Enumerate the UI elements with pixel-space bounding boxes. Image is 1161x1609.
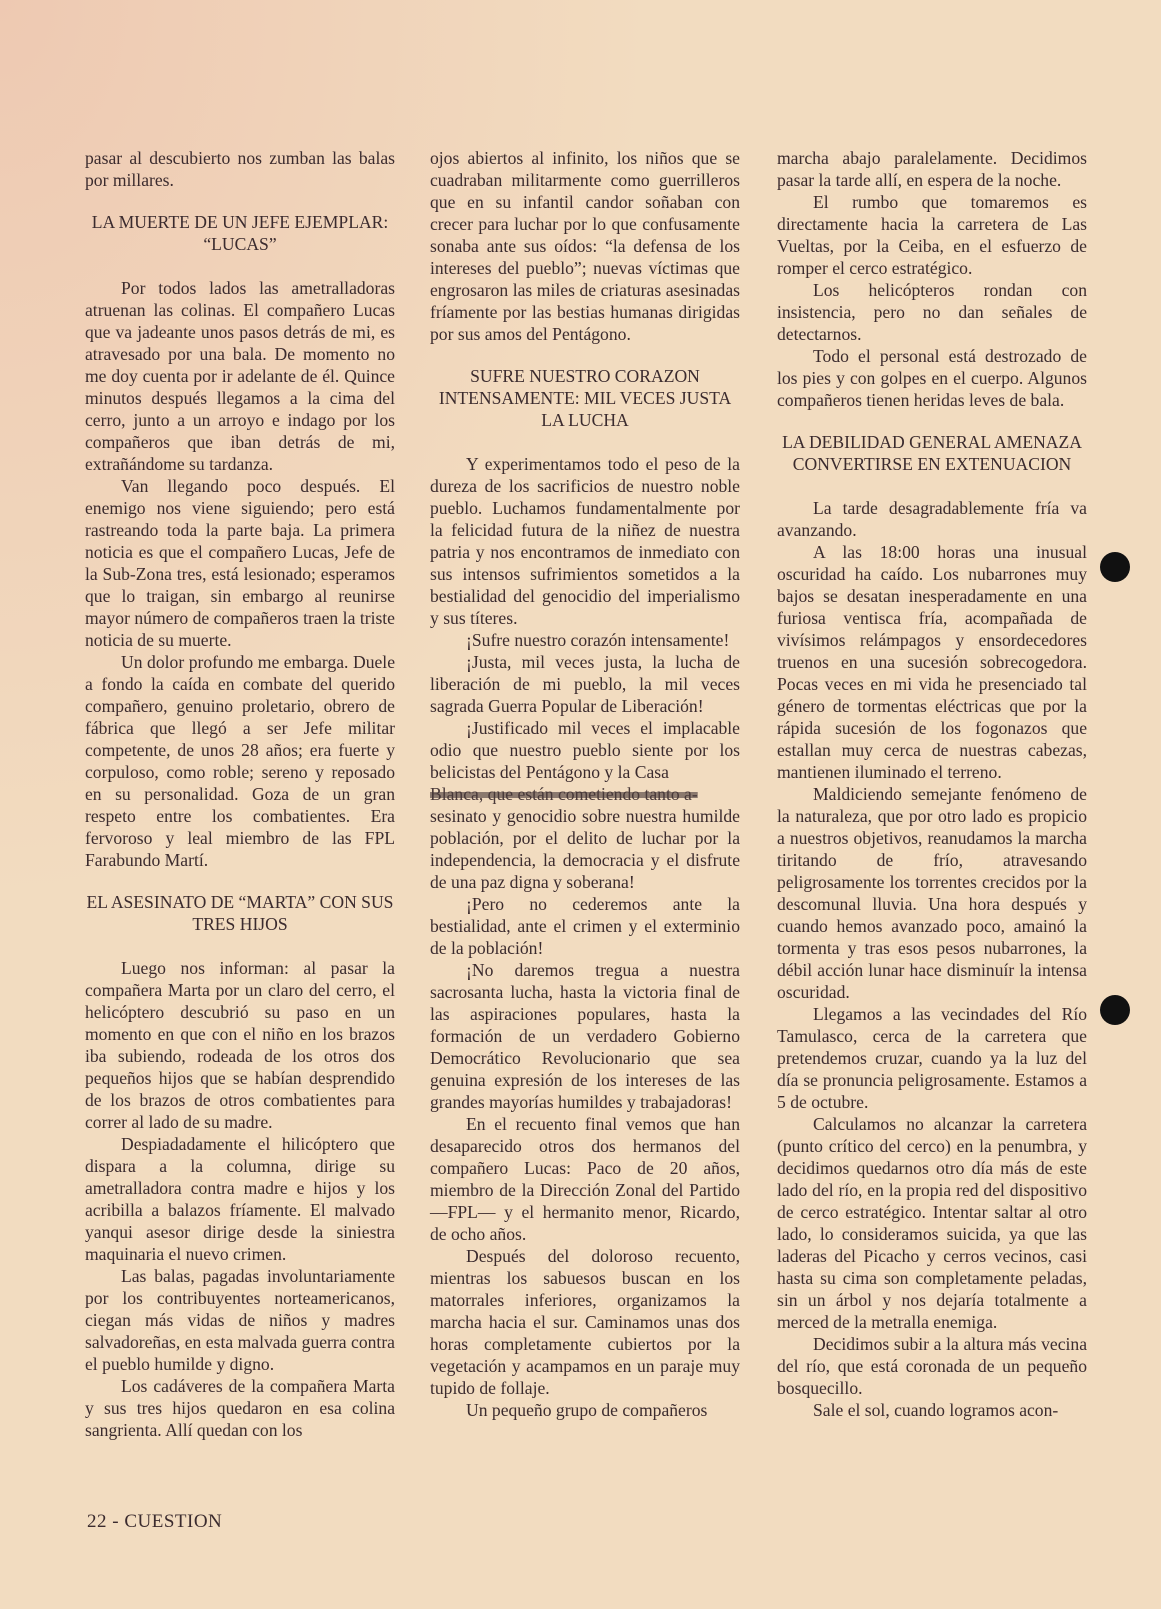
paragraph: Por todos lados las ametralladoras atruenan las colinas. El compañero Lucas que va jadeante unos pasos detrás de mi, es atravesado por una bala. De momento no me doy cuenta por ir adelante de él. Quince minutos después llegamos a la cima del cerro, junto a un arroyo e indago por los compañeros que iban detrás de mi, extrañándome su tardanza.	[85, 278, 395, 474]
column-1	[85, 147, 395, 1441]
paragraph: Calculamos no alcanzar la carretera (punto crítico del cerco) en la penumbra, y decidimos quedarnos otro día más de este lado del río, en la propia red del dispositivo de cerco estratégico. Intentar saltar al otro lado, lo consideramos suicida, ya que las laderas del Picacho y cerros vecinos, casi hasta su cima son completamente peladas, sin un árbol y nos dejaría totalmente a merced de la metralla enemiga.	[777, 1114, 1087, 1332]
paragraph: sesinato y genocidio sobre nuestra humilde población, por el delito de luchar por la independencia, la democracia y el disfrute de una paz digna y soberana!	[430, 806, 740, 892]
paragraph: Llegamos a las vecindades del Río Tamulasco, cerca de la carretera que pretendemos cruzar, cuando ya la luz del día se pronuncia peligrosamente. Estamos a 5 de octubre.	[777, 1004, 1087, 1112]
paragraph: ¡Pero no cederemos ante la bestialidad, ante el crimen y el exterminio de la población!	[430, 894, 740, 958]
paragraph: Despiadadamente el hilicóptero que dispara a la columna, dirige su ametralladora contra madre e hijos y los acribilla a balazos fríamente. El malvado yanqui asesor dirige desde la siniestra maquinaria el nuevo crimen.	[85, 1134, 395, 1264]
paragraph: marcha abajo paralelamente. Decidimos pasar la tarde allí, en espera de la noche.	[777, 148, 1087, 190]
paragraph: Van llegando poco después. El enemigo nos viene siguiendo; pero está rastreando toda la parte baja. La primera noticia es que el compañero Lucas, Jefe de la Sub-Zona tres, está lesionado; esperamos que lo traigan, sin embargo al reunirse mayor número de compañeros traen la triste noticia de su muerte.	[85, 476, 395, 650]
page-footer: 22 - CUESTION	[87, 1511, 223, 1532]
paragraph: En el recuento final vemos que han desaparecido otros dos hermanos del compañero Lucas: Paco de 20 años, miembro de la Dirección Zonal del Partido —FPL— y el hermanito menor, Ricardo, de ocho años.	[430, 1114, 740, 1244]
paragraph: A las 18:00 horas una inusual oscuridad ha caído. Los nubarrones muy bajos se desatan inesperadamente en una furiosa ventisca fría, acompañada de vivísimos relámpagos y ensordecedores truenos en una sucesión sobrecogedora. Pocas veces en mi vida he presenciado tal género de tormentas eléctricas que por la rápida sucesión de los fogonazos que estallan muy cerca de nuestras cabezas, mantienen iluminado el terreno.	[777, 542, 1087, 782]
column-3	[777, 147, 1087, 1421]
paragraph: Maldiciendo semejante fenómeno de la naturaleza, que por otro lado es propicio a nuestros objetivos, reanudamos la marcha tiritando de frío, atravesando peligrosamente los torrentes crecidos por la descomunal lluvia. Una hora después y cuando hemos avanzado poco, amainó la tormenta y tras esos pesos nubarrones, la débil acción lunar hace disminuír la intensa oscuridad.	[777, 784, 1087, 1002]
section-heading: SUFRE NUESTRO CORAZON INTENSAMENTE: MIL VECES JUSTA LA LUCHA	[438, 366, 732, 430]
punch-hole-mark	[1100, 995, 1130, 1025]
paragraph: ojos abiertos al infinito, los niños que se cuadraban militarmente como guerrilleros que en su infantil candor soñaban con crecer para luchar por lo que confusamente sonaba ante sus oídos: “la defensa de los intereses del pueblo”; nuevas víctimas que engrosaron las miles de criaturas asesinadas fríamente por las bestias humanas dirigidas por sus amos del Pentágono.	[430, 148, 740, 344]
paragraph: Sale el sol, cuando logramos acon-	[813, 1400, 1059, 1420]
smudged-line: Blanca, que están cometiendo tanto a-	[430, 784, 698, 804]
paragraph: Y experimentamos todo el peso de la dureza de los sacrificios de nuestro noble pueblo. Luchamos fundamentalmente por la felicidad futura de la niñez de nuestra patria y nos encontramos de inmediato con sus intensos sufrimientos sometidos a la bestialidad del genocidio del imperialismo y sus títeres.	[430, 454, 740, 628]
paragraph: Todo el personal está destrozado de los pies y con golpes en el cuerpo. Algunos compañeros tienen heridas leves de bala.	[777, 346, 1087, 410]
paragraph: Después del doloroso recuento, mientras los sabuesos buscan en los matorrales inferiores, organizamos la marcha hacia el sur. Caminamos unas dos horas completamente cubiertos por la vegetación y acampamos en un paraje muy tupido de follaje.	[430, 1246, 740, 1398]
paragraph: La tarde desagradablemente fría va avanzando.	[777, 498, 1087, 540]
section-heading: LA MUERTE DE UN JEFE EJEMPLAR: “LUCAS”	[91, 212, 389, 254]
paragraph: Un dolor profundo me embarga. Duele a fondo la caída en combate del querido compañero, genuino proletario, obrero de fábrica que llegó a ser Jefe militar competente, de unos 28 años; era fuerte y corpuloso, como roble; sereno y reposado en su personalidad. Goza de un gran respeto entre los combatientes. Era fervoroso y leal miembro de las FPL Farabundo Martí.	[85, 652, 395, 870]
column-2	[430, 147, 740, 1421]
paragraph: ¡No daremos tregua a nuestra sacrosanta lucha, hasta la victoria final de las aspiraciones populares, hasta la formación de un verdadero Gobierno Democrático Revolucionario que sea genuina expresión de los intereses de las grandes mayorías humildes y trabajadoras!	[430, 960, 740, 1112]
paragraph: ¡Sufre nuestro corazón intensamente!	[466, 630, 730, 650]
paragraph: El rumbo que tomaremos es directamente hacia la carretera de Las Vueltas, por la Ceiba, en el esfuerzo de romper el cerco estratégico.	[777, 192, 1087, 278]
paragraph: Los cadáveres de la compañera Marta y sus tres hijos quedaron en esa colina sangrienta. Allí quedan con los	[85, 1376, 395, 1440]
paragraph: pasar al descubierto nos zumban las balas por millares.	[85, 148, 395, 190]
paragraph: Los helicópteros rondan con insistencia, pero no dan señales de detectarnos.	[777, 280, 1087, 344]
paragraph: ¡Justificado mil veces el implacable odio que nuestro pueblo siente por los belicistas del Pentágono y la Casa	[430, 718, 740, 782]
paragraph: ¡Justa, mil veces justa, la lucha de liberación de mi pueblo, la mil veces sagrada Guerra Popular de Liberación!	[430, 652, 740, 716]
paragraph: Un pequeño grupo de compañeros	[466, 1400, 708, 1420]
paragraph: Las balas, pagadas involuntariamente por los contribuyentes norteamericanos, ciegan más vidas de niños y madres salvadoreñas, en esta malvada guerra contra el pueblo humilde y digno.	[85, 1266, 395, 1374]
punch-hole-mark	[1100, 552, 1130, 582]
paragraph: Decidimos subir a la altura más vecina del río, que está coronada de un pequeño bosquecillo.	[777, 1334, 1087, 1398]
paragraph: Luego nos informan: al pasar la compañera Marta por un claro del cerro, el helicóptero descubrió su paso en un momento en que con el niño en los brazos iba subiendo, rodeada de los otros dos pequeños hijos que se habían desprendido de los brazos de otros combatientes para correr al lado de su madre.	[85, 958, 395, 1132]
section-heading: EL ASESINATO DE “MARTA” CON SUS TRES HIJOS	[86, 892, 394, 934]
section-heading: LA DEBILIDAD GENERAL AMENAZA CONVERTIRSE EN EXTENUACION	[782, 432, 1082, 474]
